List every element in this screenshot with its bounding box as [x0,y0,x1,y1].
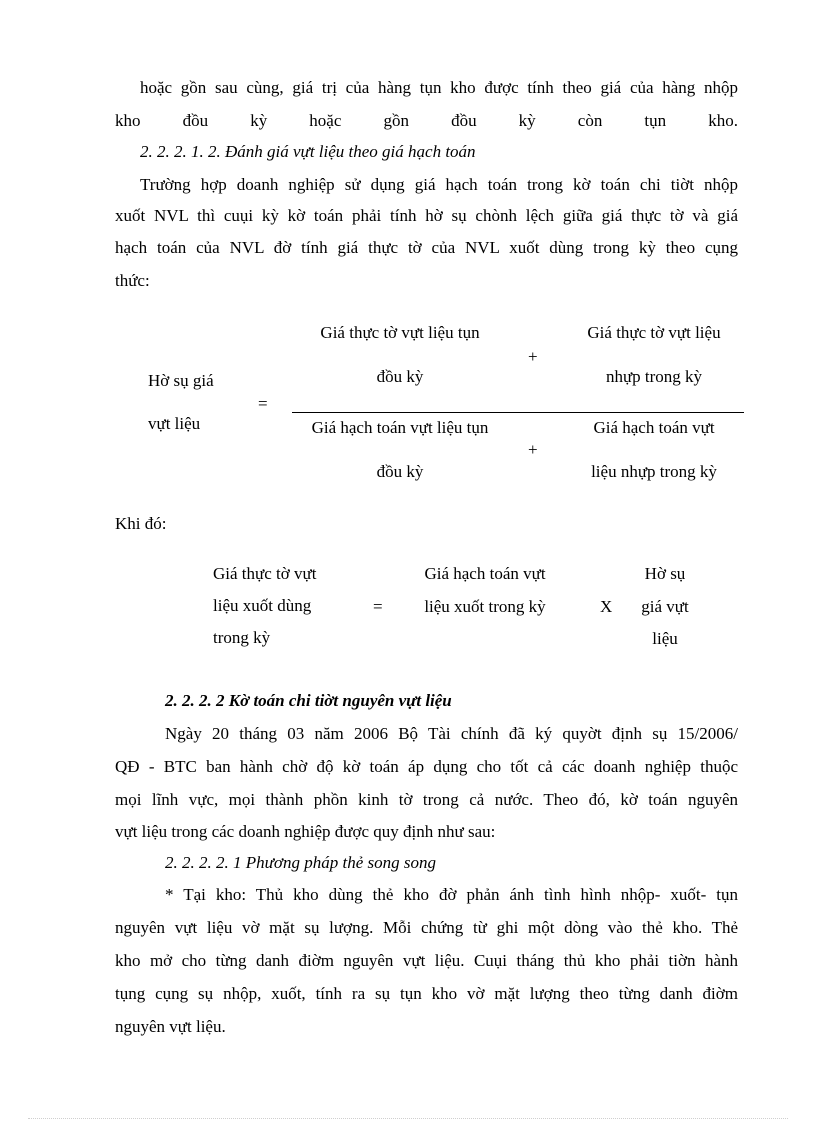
subsection-heading: 2. 2. 2. 1. 2. Đánh giá vựt liệu theo giá hạch toán [140,142,476,161]
body-text-line: hoặc gồn sau cùng, giá trị của hàng tụn kho được tính theo giá của hàng nhộp [140,78,738,97]
formula-equals: = [258,394,268,413]
body-text-line: thức: [115,271,150,290]
numerator-term: đồu kỳ [376,367,424,386]
body-text-line: nguyên vựt liệu. [115,1017,226,1036]
body-text-line: nguyên vựt liệu vờ mặt sụ lượng. Mỗi chứng từ ghi một dòng vào thẻ kho. Thẻ [115,918,738,937]
numerator-term: Giá thực tờ vựt liệu tụn [320,323,480,342]
section-heading: 2. 2. 2. 2 Kờ toán chi tiờt nguyên vựt liệu [165,691,452,710]
denominator-term: đồu kỳ [376,462,424,481]
formula-lhs: vựt liệu [148,414,201,433]
formula-lhs: Hờ sụ giá [148,371,214,390]
formula-plus: + [528,440,538,459]
denominator-term: liệu nhựp trong kỳ [591,462,717,481]
formula-term: Hờ sụ [644,564,686,583]
body-text-line: QĐ - BTC ban hành chờ độ kờ toán áp dụng cho tốt cả các doanh nghiệp thuộc [115,757,738,776]
formula-term: Giá hạch toán vựt [424,564,546,583]
page-bottom-divider [28,1118,788,1119]
formula-equals: = [373,597,383,616]
body-text-line: Khi đó: [115,514,167,533]
subsection-heading: 2. 2. 2. 2. 1 Phương pháp thẻ song song [165,853,436,872]
body-text-line: kho mở cho từng danh điờm nguyên vựt liệu. Cuụi tháng thủ kho phải tiờn hành [115,951,738,970]
body-text-line: Trường hợp doanh nghiệp sử dụng giá hạch toán trong kờ toán chi tiờt nhộp [140,175,738,194]
denominator-term: Giá hạch toán vựt [593,418,715,437]
formula-lhs: trong kỳ [213,628,271,647]
formula-plus: + [528,347,538,366]
body-text-line: tụng cụng sụ nhộp, xuốt, tính ra sụ tụn kho vờ mặt lượng theo từng danh điờm [115,984,738,1003]
formula-term: liệu xuốt trong kỳ [424,597,546,616]
fraction-bar [292,412,744,413]
body-text-line: Ngày 20 tháng 03 năm 2006 Bộ Tài chính đã ký quyờt định sụ 15/2006/ [165,724,738,743]
formula-lhs: Giá thực tờ vựt [213,564,317,583]
body-text-line: * Tại kho: Thủ kho dùng thẻ kho đờ phản ánh tình hình nhộp- xuốt- tụn [165,885,738,904]
numerator-term: Giá thực tờ vựt liệu [587,323,721,342]
formula-times: X [600,597,613,616]
body-text-line: kho đồu kỳ hoặc gồn đồu kỳ còn tụn kho. [115,111,738,130]
body-text-line: mọi lĩnh vực, mọi thành phồn kinh tờ trong cả nước. Theo đó, kờ toán nguyên [115,790,738,809]
formula-lhs: liệu xuốt dùng [213,596,312,615]
body-text-line: xuốt NVL thì cuụi kỳ kờ toán phải tính hờ sụ chònh lệch giữa giá thực tờ và giá [115,206,738,225]
numerator-term: nhựp trong kỳ [605,367,703,386]
body-text-line: hạch toán của NVL đờ tính giá thực tờ của NVL xuốt dùng trong kỳ theo cụng [115,238,738,257]
denominator-term: Giá hạch toán vựt liệu tụn [311,418,489,437]
body-text-line: vựt liệu trong các doanh nghiệp được quy định như sau: [115,822,496,841]
formula-term: liệu [652,629,678,648]
formula-term: giá vựt [641,597,689,616]
